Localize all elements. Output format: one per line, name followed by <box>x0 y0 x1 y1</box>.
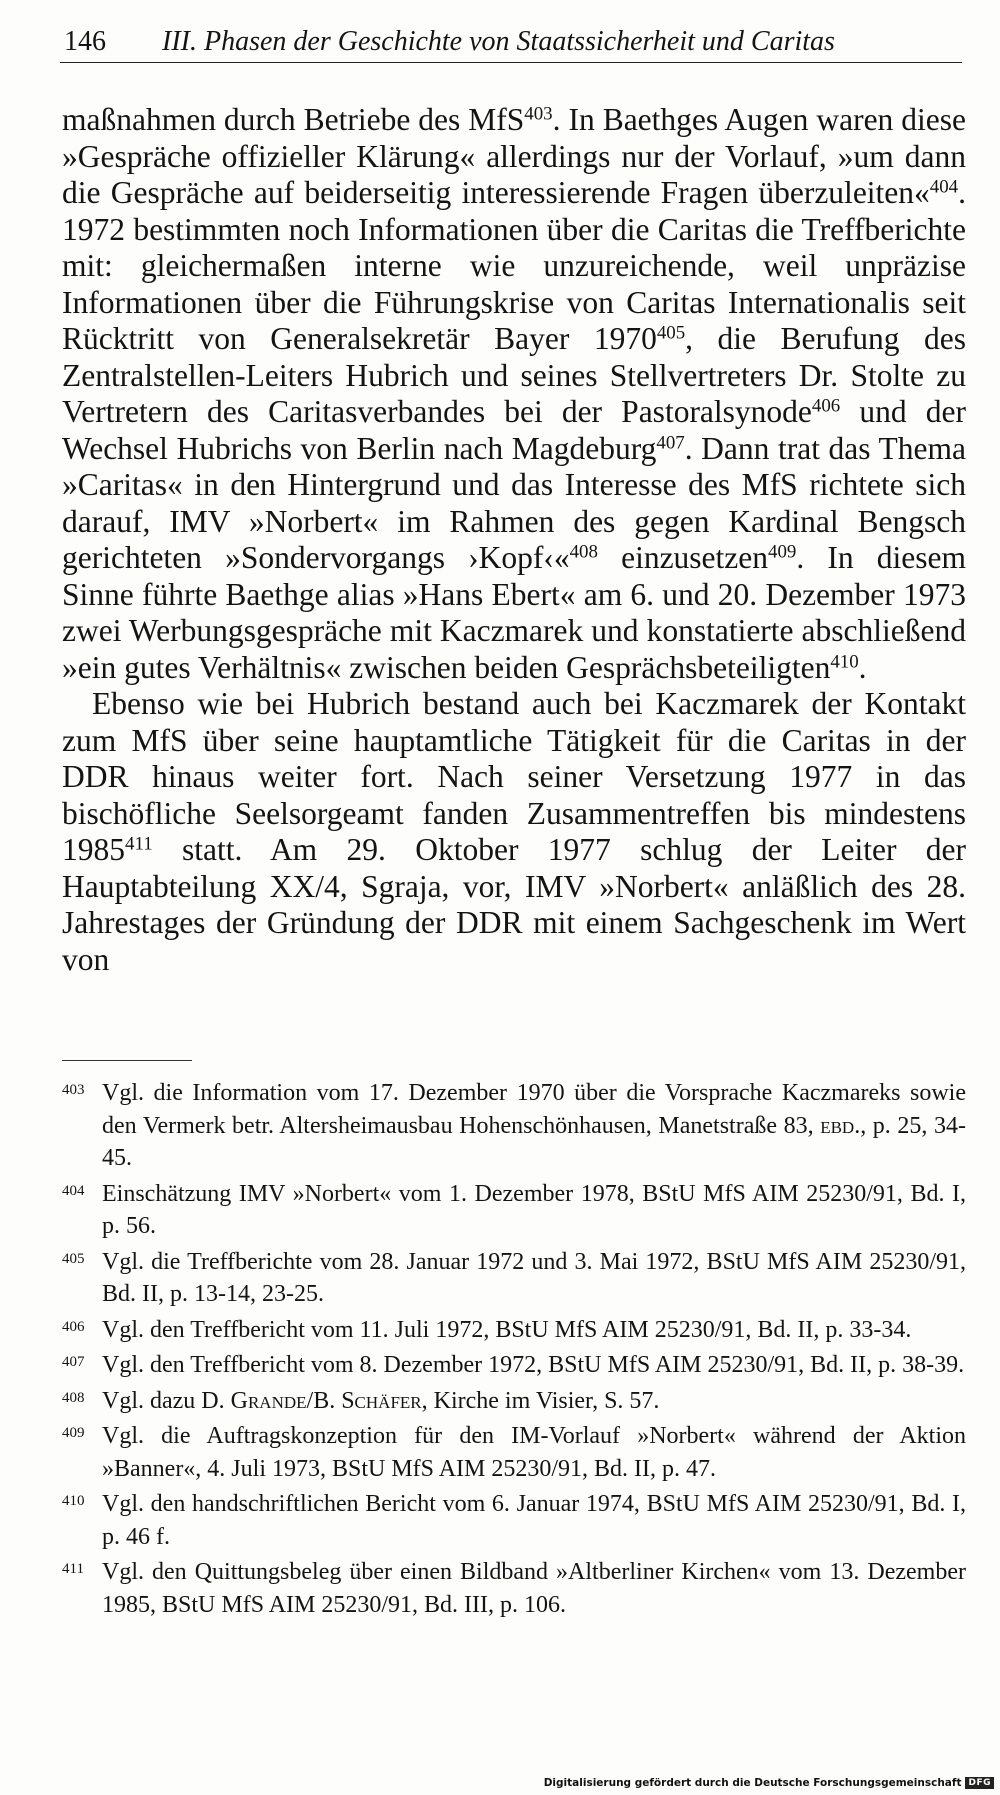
text-run: . 1972 bestimmten noch Informationen über die Caritas die Treffberichte mit: gleichermaßen interne wie unzureichende, weil unpräzise Informationen über die Führungskrise von Caritas Internationalis seit Rücktritt von Generalsekretär Bayer 1970 <box>62 175 966 356</box>
text-run: . In Baethges Augen waren diese »Gespräche offizieller Klärung« allerdings nur der Vorlauf, »um dann die Gespräche auf beiderseitig interessierende Fragen überzuleiten« <box>62 102 966 210</box>
dfg-logo-icon: DFG <box>965 1777 994 1789</box>
footnote-number: 411 <box>62 1561 84 1577</box>
text-run: statt. Am 29. Oktober 1977 schlug der Leiter der Hauptabteilung XX/4, Sgraja, vor, IMV »Norbert« anläßlich des 28. Jahrestages der Gründung der DDR mit einem Sachgeschenk im Wert von <box>62 832 966 977</box>
running-header <box>60 26 962 63</box>
footnote-text: Vgl. die Treffberichte vom 28. Januar 1972 und 3. Mai 1972, BStU MfS AIM 25230/91, Bd. II, p. 13-14, 23-25. <box>102 1248 966 1307</box>
footnote <box>62 1314 966 1347</box>
body-text <box>62 102 966 978</box>
footnotes <box>62 1077 966 1624</box>
small-caps-text: Grande/B. Schäfer <box>230 1387 422 1414</box>
footnote-text: Einschätzung IMV »Norbert« vom 1. Dezember 1978, BStU MfS AIM 25230/91, Bd. I, p. 56. <box>102 1180 966 1239</box>
footnote <box>62 1420 966 1485</box>
text-run: , die Berufung des Zentralstellen-Leiters Hubrich und seines Stellvertreters Dr. Stolte zu Vertretern des Caritasverbandes bei der Pastoralsynode <box>62 321 966 429</box>
text-run: . <box>858 649 867 685</box>
footnote-ref[interactable]: 407 <box>656 432 685 454</box>
footnote-text: Vgl. den Treffbericht vom 11. Juli 1972, BStU MfS AIM 25230/91, Bd. II, p. 33-34. <box>102 1316 912 1343</box>
small-caps-text: ebd. <box>820 1112 861 1139</box>
credit-text: Digitalisierung gefördert durch die Deutsche Forschungsgemeinschaft <box>543 1777 962 1789</box>
running-title: III. Phasen der Geschichte von Staatssicherheit und Caritas <box>162 26 835 57</box>
footnote <box>62 1246 966 1311</box>
footnote <box>62 1488 966 1553</box>
text-run: Ebenso wie bei Hubrich bestand auch bei Kaczmarek der Kontakt zum MfS über seine hauptamtliche Tätigkeit für die Caritas in der DDR hinaus weiter fort. Nach seiner Versetzung 1977 in das bischöfliche Seelsorgeamt fanden Zusammentreffen bis mindestens 1985 <box>62 686 966 867</box>
footnote-number: 404 <box>62 1182 85 1199</box>
footnote <box>62 1385 966 1418</box>
footnote-number: 409 <box>62 1425 85 1441</box>
footnote <box>62 1556 966 1621</box>
footnote <box>62 1178 966 1243</box>
footnote-text: Vgl. den Quittungsbeleg über einen Bildband »Altberliner Kirchen« vom 13. Dezember 1985, BStU MfS AIM 25230/91, Bd. III, p. 106. <box>102 1559 966 1618</box>
footnote-number: 405 <box>62 1250 85 1267</box>
text-run: einzusetzen <box>597 540 769 575</box>
digitization-credit <box>544 1777 994 1789</box>
footnote-ref[interactable]: 410 <box>830 651 859 673</box>
footnote-ref[interactable]: 411 <box>125 833 153 855</box>
footnote-number: 407 <box>62 1354 85 1370</box>
footnote-divider <box>62 1060 192 1061</box>
footnote-ref[interactable]: 409 <box>768 541 797 563</box>
footnote-ref[interactable]: 404 <box>929 176 959 198</box>
footnote <box>62 1077 966 1175</box>
text-run: . Dann trat das Thema »Caritas« in den Hintergrund und das Interesse des MfS richtete sich darauf, IMV »Norbert« im Rahmen des gegen Kardinal Bengsch gerichteten »Sondervorgangs ›Kopf‹« <box>62 430 966 575</box>
paragraph-2 <box>62 686 966 978</box>
footnote-number: 410 <box>62 1493 85 1509</box>
footnote-ref[interactable]: 405 <box>656 322 686 344</box>
paragraph-1 <box>62 102 966 686</box>
footnote-ref[interactable]: 406 <box>811 395 841 417</box>
footnote-text: Vgl. die Auftragskonzeption für den IM-Vorlauf »Norbert« während der Aktion »Banner«, 4. Juli 1973, BStU MfS AIM 25230/91, Bd. II, p. 47. <box>102 1423 966 1482</box>
footnote-text: Vgl. die Information vom 17. Dezember 1970 über die Vorsprache Kaczmareks sowie den Vermerk betr. Altersheimausbau Hohenschönhausen, Manetstraße 83, ebd., p. 25, 34-45. <box>102 1080 966 1171</box>
footnote-number: 403 <box>62 1082 85 1098</box>
text-run: maßnahmen durch Betriebe des MfS <box>62 102 525 137</box>
page-number: 146 <box>64 26 106 57</box>
footnote-text: Vgl. den handschriftlichen Bericht vom 6. Januar 1974, BStU MfS AIM 25230/91, Bd. I, p. 46 f. <box>102 1491 966 1550</box>
footnote-ref[interactable]: 408 <box>569 541 598 563</box>
footnote <box>62 1349 966 1382</box>
footnote-text: Vgl. dazu D. Grande/B. Schäfer, Kirche im Visier, S. 57. <box>102 1387 660 1414</box>
footnote-ref[interactable]: 403 <box>524 103 553 125</box>
footnote-number: 408 <box>62 1389 85 1406</box>
text-run: und der Wechsel Hubrichs von Berlin nach Magdeburg <box>62 394 966 466</box>
footnote-text: Vgl. den Treffbericht vom 8. Dezember 1972, BStU MfS AIM 25230/91, Bd. II, p. 38-39. <box>102 1352 965 1378</box>
text-run: . In diesem Sinne führte Baethge alias »Hans Ebert« am 6. und 20. Dezember 1973 zwei Werbungsgespräche mit Kaczmarek und konstatierte abschließend »ein gutes Verhältnis« zwischen beiden Gesprächsbeteiligten <box>62 540 966 685</box>
footnote-number: 406 <box>62 1318 85 1335</box>
